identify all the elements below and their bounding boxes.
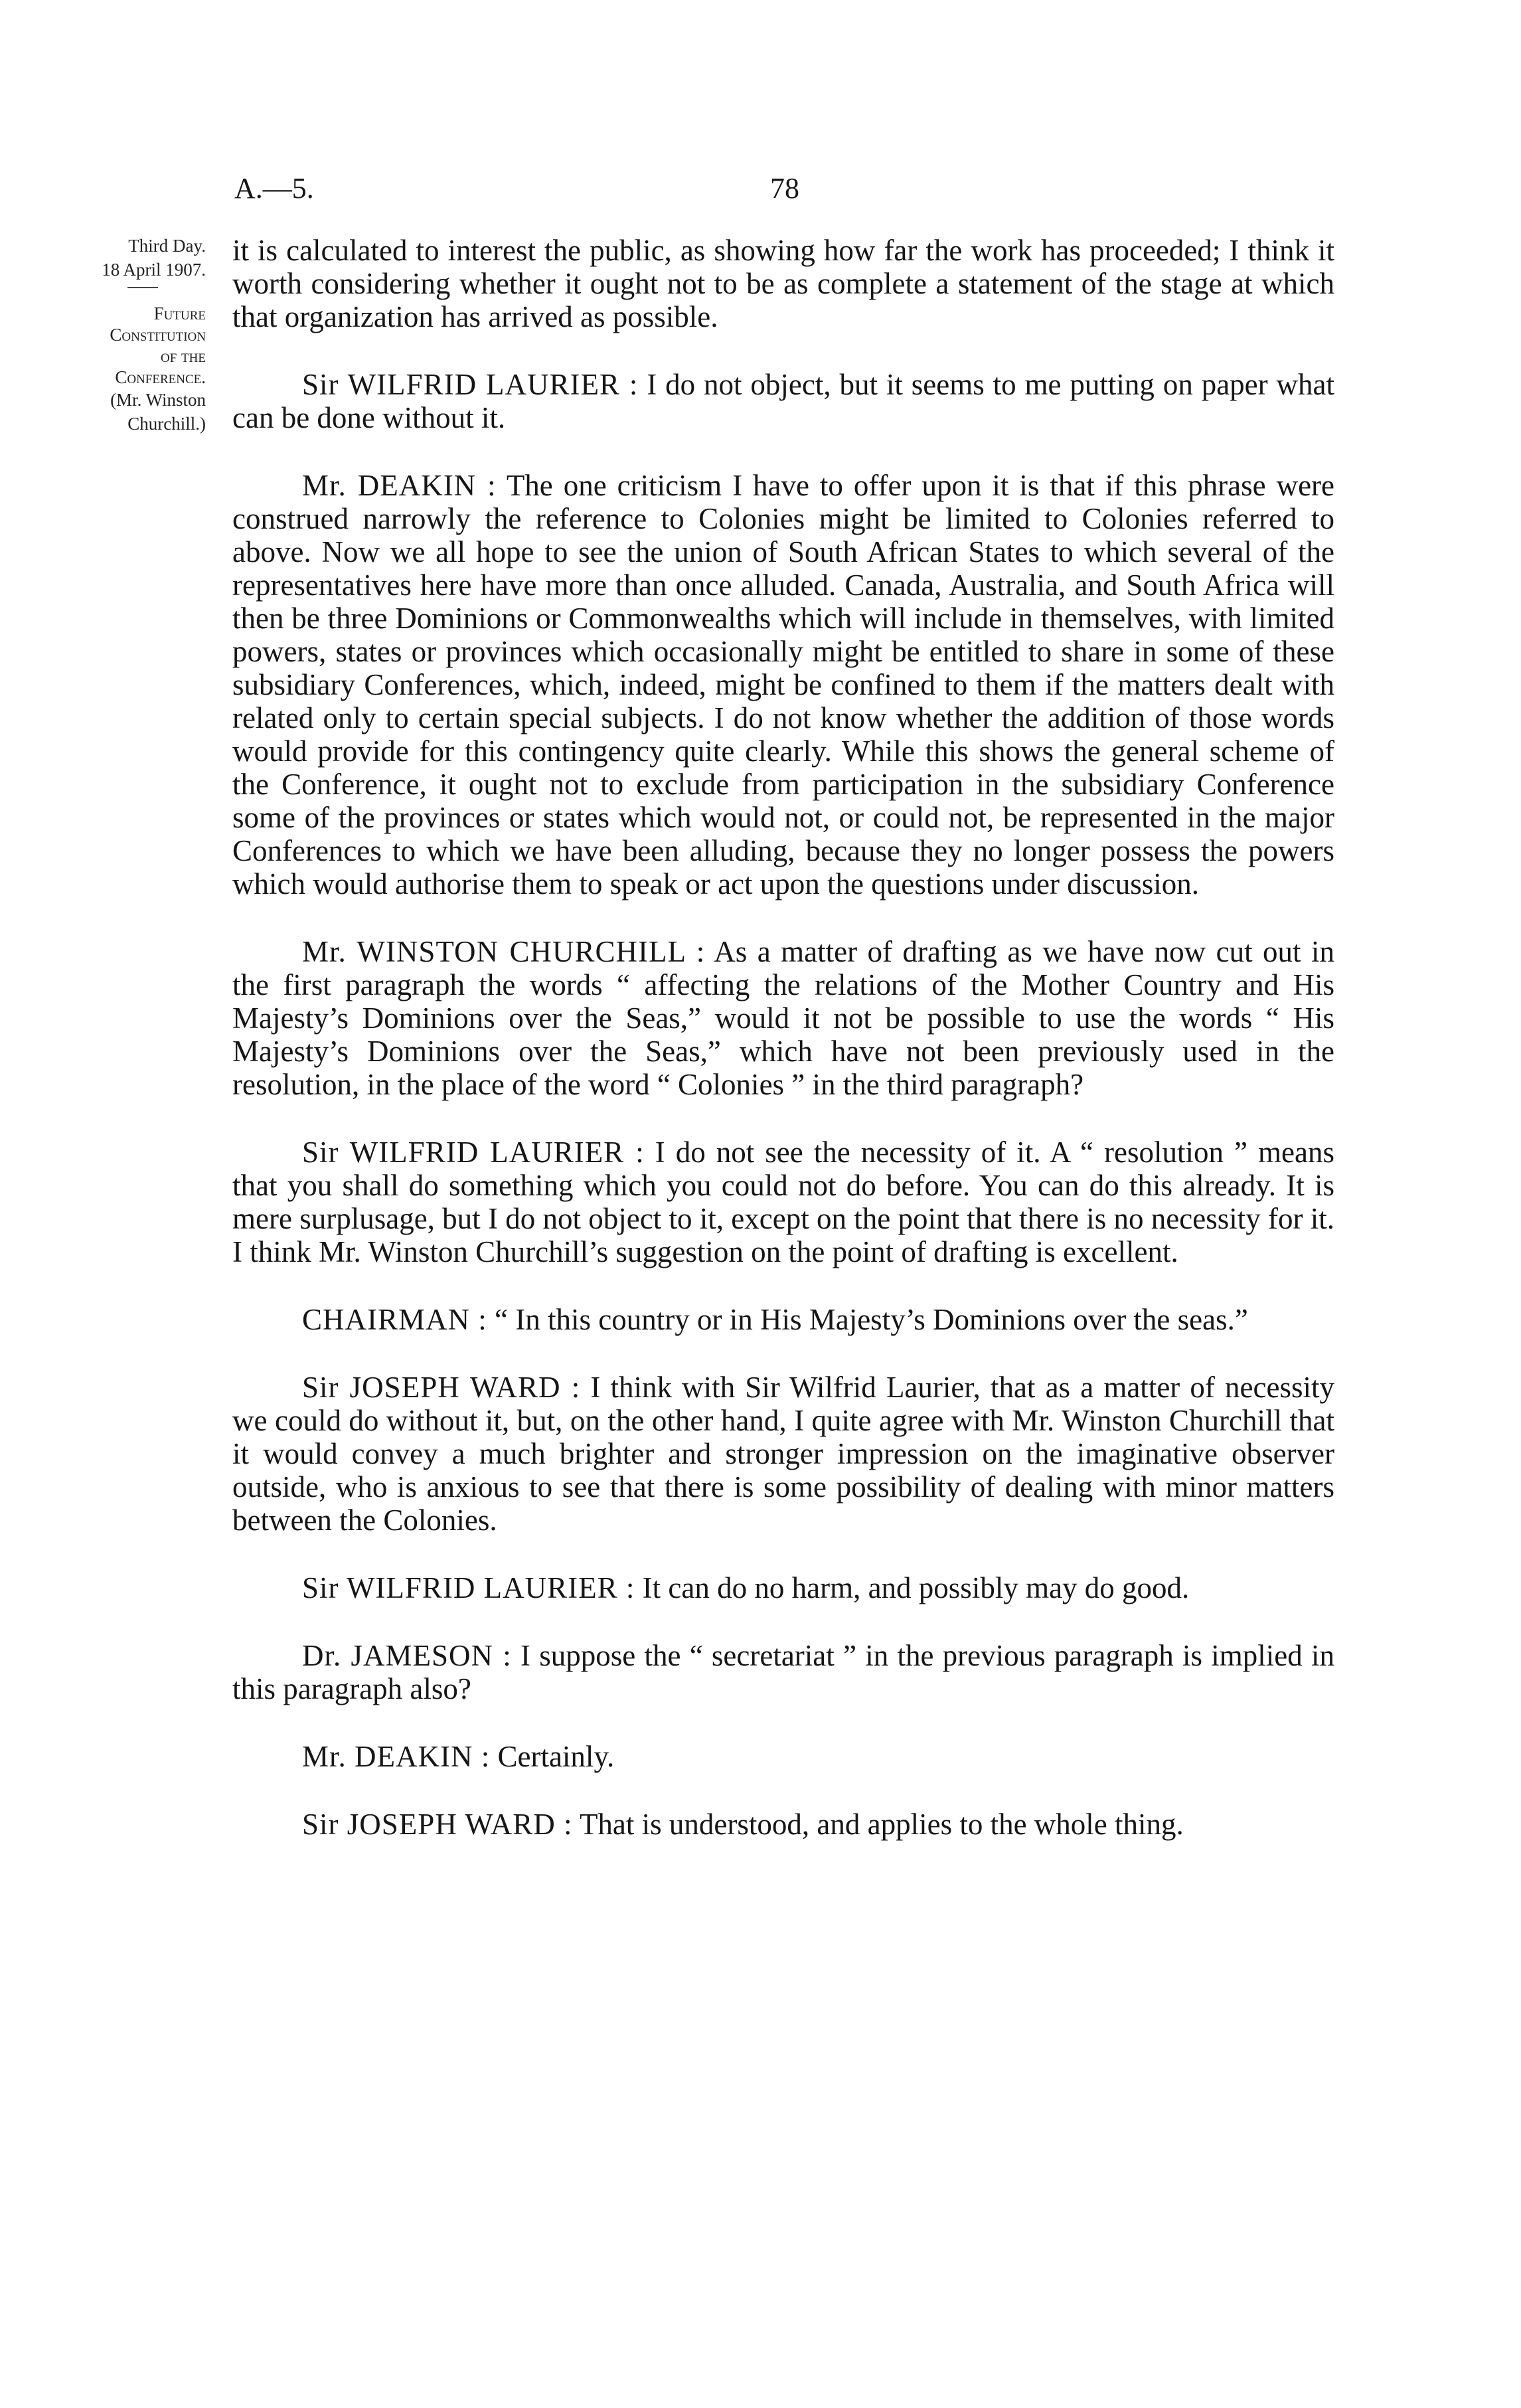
paragraph-1 — [232, 368, 1334, 434]
margin-subject-3: of the — [161, 346, 206, 366]
paragraph-text: The one criticism I have to offer upon it is that if this phrase were construed narrowly the reference to Colonies might be limited to Colonies referred to above. Now we all hope to see the union of South African States to which several of the representatives here have more than once alluded. Canada, Australia, and South Africa will then be three Dominions or Commonwealths which will include in themselves, with limited powers, states or provinces which occasionally might be entitled to share in some of these subsidiary Conferences, which, indeed, might be confined to them if the matters dealt with related only to certain special subjects. I do not know whether the addition of those words would provide for this contingency quite clearly. While this shows the general scheme of the Conference, it ought not to exclude from participation in the subsidiary Conference some of the provinces or states which would not, or could not, be represented in the major Conferences to which we have been alluding, because they no longer possess the powers which would authorise them to speak or act upon the questions under discussion. — [232, 469, 1335, 901]
margin-note-1: (Mr. Winston — [110, 390, 206, 410]
speaker-name: Sir JOSEPH WARD : — [302, 1371, 581, 1404]
speaker-name: Mr. DEAKIN : — [302, 1740, 491, 1773]
paragraph-7 — [232, 1571, 1334, 1604]
paragraph-text: It can do no harm, and possibly may do good. — [642, 1571, 1190, 1604]
paragraph-text: it is calculated to interest the public, as showing how far the work has proceeded; I think it worth considering whether it ought not to be as complete a statement of the stage at which that organization has arrived as possible. — [232, 234, 1334, 333]
paragraph-text: “ In this country or in His Majesty’s Dominions over the seas.” — [495, 1303, 1248, 1336]
paragraph-9 — [232, 1740, 1334, 1773]
margin-subject-4: Conference. — [115, 367, 206, 387]
paragraph-10 — [232, 1808, 1334, 1841]
paragraph-8 — [232, 1639, 1334, 1705]
paragraph-6 — [232, 1371, 1334, 1537]
margin-subject-1: Future — [153, 303, 206, 323]
speaker-name: Sir JOSEPH WARD : — [302, 1808, 573, 1841]
margin-date: 18 April 1907. — [102, 260, 206, 280]
speaker-name: Sir WILFRID LAURIER : — [302, 1571, 635, 1604]
margin-subject-2: Constitution — [110, 325, 206, 345]
paragraph-5 — [232, 1303, 1334, 1336]
speaker-name: Mr. WINSTON CHURCHILL : — [302, 935, 706, 968]
paragraph-text: I do not see the necessity of it. A “ resolution ” means that you shall do something which you could not do before. You can do this already. It is mere surplusage, but I do not object to it, except on the point that there is no necessity for it. I think Mr. Winston Churchill’s suggestion on the point of drafting is excellent. — [232, 1136, 1335, 1268]
paragraph-3 — [232, 935, 1334, 1101]
speaker-name: CHAIRMAN : — [302, 1303, 487, 1336]
speaker-name: Mr. DEAKIN : — [302, 469, 497, 502]
speaker-name: Dr. JAMESON : — [302, 1639, 512, 1672]
paragraph-2 — [232, 469, 1334, 901]
margin-note-2: Churchill.) — [127, 414, 206, 434]
speaker-name: Sir WILFRID LAURIER : — [302, 368, 639, 401]
page-number: 78 — [770, 172, 799, 205]
paragraph-text: I do not object, but it seems to me putting on paper what can be done without it. — [232, 368, 1335, 434]
document-body — [232, 234, 1334, 1875]
margin-rule — [127, 287, 158, 288]
document-reference: A.—5. — [234, 172, 314, 205]
speaker-name: Sir WILFRID LAURIER : — [302, 1136, 645, 1169]
margin-note — [27, 234, 206, 436]
paragraph-text: I suppose the “ secretariat ” in the previous paragraph is implied in this paragraph also? — [232, 1639, 1334, 1705]
paragraph-0 — [232, 234, 1334, 333]
paragraph-text: Certainly. — [497, 1740, 615, 1773]
paragraph-text: As a matter of drafting as we have now cut out in the first paragraph the words “ affecting the relations of the Mother Country and His Majesty’s Dominions over the Seas,” would it not be possible to use the words “ His Majesty’s Dominions over the Seas,” which have not been previously used in the resolution, in the place of the word “ Colonies ” in the third paragraph? — [232, 935, 1334, 1101]
paragraph-text: That is understood, and applies to the whole thing. — [579, 1808, 1184, 1841]
paragraph-text: I think with Sir Wilfrid Laurier, that as a matter of necessity we could do without it, but, on the other hand, I quite agree with Mr. Winston Churchill that it would convey a much brighter and stronger impression on the imaginative observer outside, who is anxious to see that there is some possibility of dealing with minor matters between the Colonies. — [232, 1371, 1335, 1537]
paragraph-4 — [232, 1136, 1334, 1268]
margin-day: Third Day. — [128, 236, 206, 256]
